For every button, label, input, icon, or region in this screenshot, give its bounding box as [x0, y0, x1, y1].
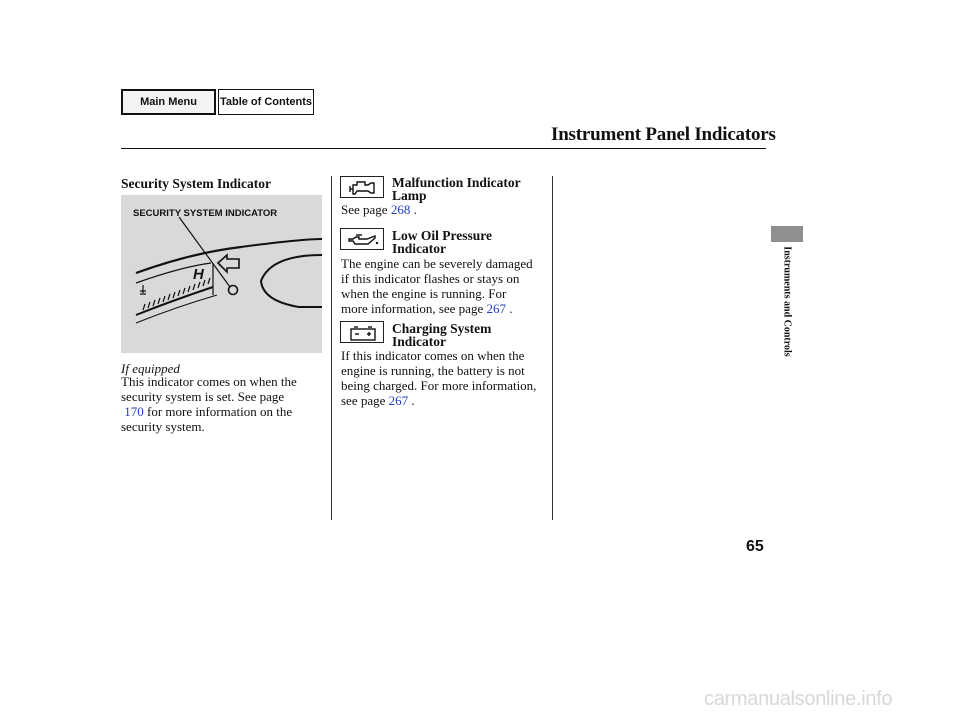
page-link-170[interactable]: 170 — [124, 404, 144, 419]
security-line-3: 170 for more information on the — [124, 404, 293, 419]
security-line-1: This indicator comes on when the — [121, 374, 297, 389]
oil-heading: Low Oil Pressure Indicator — [392, 228, 492, 256]
column-divider-2 — [552, 176, 553, 520]
security-h-symbol: H — [193, 266, 204, 283]
page-title: Instrument Panel Indicators — [551, 124, 776, 145]
check-engine-icon — [341, 177, 385, 199]
page-number: 65 — [746, 538, 764, 555]
watermark: carmanualsonline.info — [704, 688, 893, 710]
title-divider — [121, 148, 766, 149]
figure-label: SECURITY SYSTEM INDICATOR — [133, 208, 278, 219]
charging-indicator-box — [340, 321, 384, 343]
security-line-2: security system is set. See page — [121, 389, 285, 404]
security-heading: Security System Indicator — [121, 176, 271, 191]
malfunction-heading: Malfunction Indicator Lamp — [392, 175, 521, 203]
oil-text: The engine can be severely damaged if this indicator flashes or stays on when the engine is running. For more information, see page 267 . — [341, 256, 533, 316]
charging-text: If this indicator comes on when the engine is running, the battery is not being charged. For more information, see page 267 . — [341, 348, 537, 408]
malfunction-indicator-box — [340, 176, 384, 198]
main-menu-button[interactable]: Main Menu — [121, 89, 216, 115]
if-equipped-note: If equipped — [121, 361, 180, 376]
column-divider-1 — [331, 176, 332, 520]
page-link-268[interactable]: 268 — [390, 202, 411, 217]
page-link-267-oil[interactable]: 267 — [486, 301, 506, 316]
charging-heading: Charging System Indicator — [392, 321, 492, 349]
oil-can-icon — [341, 229, 385, 251]
battery-icon — [341, 322, 385, 344]
page-link-267-charging[interactable]: 267 — [388, 393, 409, 408]
security-description — [121, 374, 331, 434]
malfunction-text: See page 268 . — [341, 202, 417, 217]
table-of-contents-button[interactable]: Table of Contents — [218, 89, 314, 115]
section-label: Instruments and Controls — [781, 246, 793, 357]
oil-indicator-box — [340, 228, 384, 250]
security-line-4: security system. — [121, 419, 205, 434]
